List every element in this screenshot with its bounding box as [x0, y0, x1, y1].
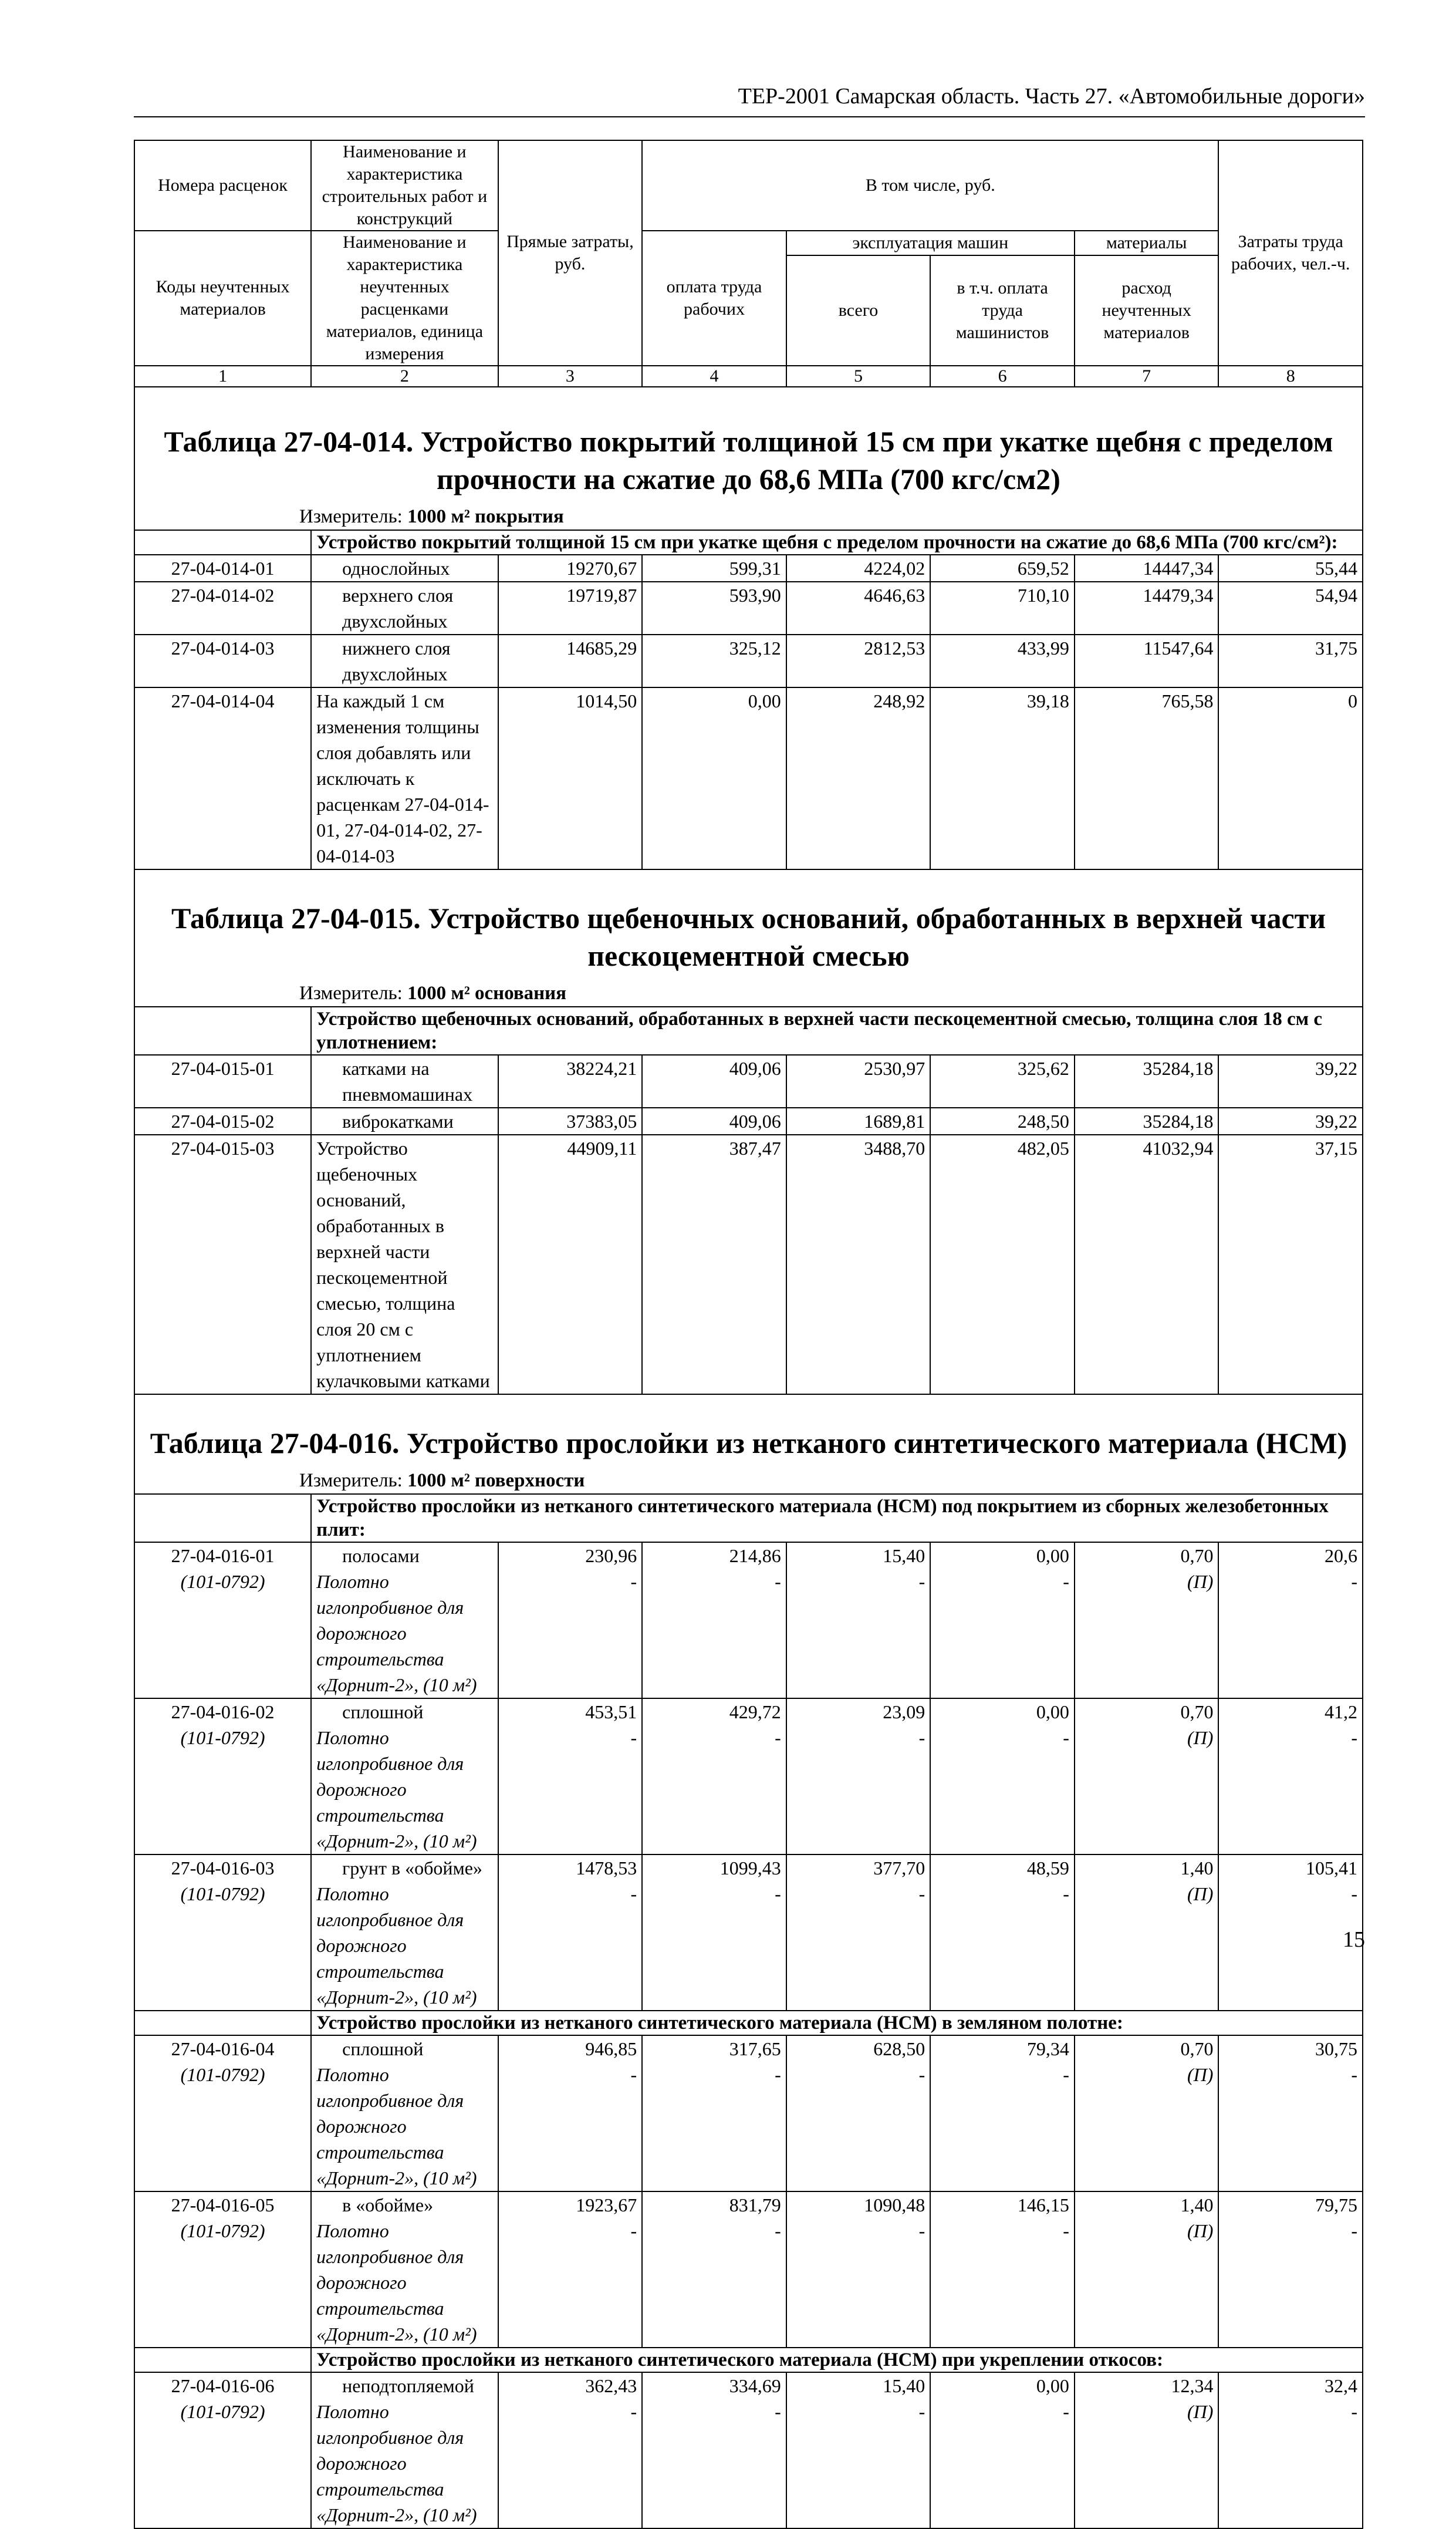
cell-line: (П) — [1187, 2401, 1214, 2422]
rate-code — [134, 1854, 311, 2011]
labor-hours — [1218, 1698, 1363, 1854]
direct-cost: 1014,50 — [498, 687, 643, 869]
cell-line: - — [918, 2220, 925, 2241]
cell-line: - — [918, 1883, 925, 1904]
table-row — [134, 687, 1363, 869]
labor-hours: 31,75 — [1218, 635, 1363, 687]
cell-line: 377,70 — [873, 1857, 925, 1879]
col5-header: всего — [786, 255, 931, 366]
price-table — [134, 140, 1363, 2529]
operator-cost — [930, 1542, 1075, 1698]
cell-line: Полотно иглопробивное для дорожного строительства «Дорнит-2», (10 м²) — [316, 1727, 477, 1852]
machine-cost — [786, 1542, 931, 1698]
table-row — [134, 1854, 1363, 2011]
work-name — [311, 2372, 498, 2528]
cell-line: - — [1351, 2220, 1357, 2241]
cell-line: - — [1063, 1727, 1069, 1748]
col4-header: оплата труда рабочих — [642, 231, 786, 366]
col-number: 5 — [786, 366, 931, 387]
measure-value: 1000 м² покрытия — [407, 506, 564, 527]
labor-hours: 39,22 — [1218, 1108, 1363, 1135]
cell-line: 27-04-016-03 — [171, 1857, 275, 1879]
col-number: 4 — [642, 366, 786, 387]
direct-cost — [498, 1854, 643, 2011]
table-row — [134, 1698, 1363, 1854]
measure-label: Измеритель: — [299, 506, 403, 527]
work-name: Устройство щебеночных оснований, обработанных в верхней части пескоцементной смесью, толщина слоя 20 см с уплотнением кулачковыми катками — [311, 1135, 498, 1394]
table-row — [134, 1135, 1363, 1394]
cell-line: - — [630, 1883, 637, 1904]
col3-header: Прямые затраты, руб. — [498, 140, 643, 366]
labor-hours — [1218, 1542, 1363, 1698]
machine-cost: 4224,02 — [786, 555, 931, 582]
rate-code: 27-04-015-03 — [134, 1135, 311, 1394]
materials-cost: 35284,18 — [1075, 1108, 1219, 1135]
cell-line: 453,51 — [585, 1701, 637, 1722]
operator-cost — [930, 2035, 1075, 2191]
cell-line: - — [630, 2064, 637, 2085]
section-heading: Устройство прослойки из нетканого синтетического материала (НСМ) при укреплении откосов: — [311, 2348, 1363, 2372]
table-row — [134, 582, 1363, 635]
rate-code — [134, 2035, 311, 2191]
labor-cost — [642, 1542, 786, 1698]
cell-line: 831,79 — [729, 2194, 781, 2216]
materials-cost — [1075, 2372, 1219, 2528]
cell-line: 0,70 — [1180, 1701, 1214, 1722]
cell-line: - — [775, 2220, 781, 2241]
machines-header: эксплуатация машин — [786, 231, 1075, 255]
labor-cost: 593,90 — [642, 582, 786, 635]
labor-hours: 0 — [1218, 687, 1363, 869]
cell-line: (101-0792) — [180, 2064, 265, 2085]
cell-line: - — [775, 1727, 781, 1748]
table-title: Таблица 27-04-014. Устройство покрытий толщиной 15 см при укатке щебня с пределом прочности на сжатие до 68,6 МПа (700 кгс/см2) — [164, 425, 1333, 495]
col8-header: Затраты труда рабочих, чел.-ч. — [1218, 140, 1363, 366]
work-name — [311, 1854, 498, 2011]
direct-cost — [498, 1698, 643, 1854]
col-number: 6 — [930, 366, 1075, 387]
cell-line: 48,59 — [1026, 1857, 1069, 1879]
labor-cost: 325,12 — [642, 635, 786, 687]
cell-line: 362,43 — [585, 2375, 637, 2396]
cell-line: - — [630, 1727, 637, 1748]
direct-cost — [498, 1542, 643, 1698]
cell-line: 1478,53 — [576, 1857, 637, 1879]
table-title: Таблица 27-04-016. Устройство прослойки из нетканого синтетического материала (НСМ) — [150, 1427, 1347, 1459]
rate-code — [134, 1698, 311, 1854]
cell-line: (101-0792) — [180, 1883, 265, 1904]
rate-code: 27-04-014-03 — [134, 635, 311, 687]
cell-line: (П) — [1187, 2220, 1214, 2241]
cell-line: 15,40 — [883, 1545, 925, 1566]
direct-cost: 38224,21 — [498, 1055, 643, 1108]
machine-cost: 2812,53 — [786, 635, 931, 687]
materials-cost: 41032,94 — [1075, 1135, 1219, 1394]
rate-code: 27-04-014-04 — [134, 687, 311, 869]
materials-cost: 765,58 — [1075, 687, 1219, 869]
cell-line: полосами — [342, 1545, 420, 1566]
cell-line: 628,50 — [873, 2038, 925, 2059]
machine-cost: 248,92 — [786, 687, 931, 869]
cell-line: Полотно иглопробивное для дорожного строительства «Дорнит-2», (10 м²) — [316, 2401, 477, 2525]
cell-line: сплошной — [342, 1701, 424, 1722]
machine-cost — [786, 2035, 931, 2191]
materials-cost — [1075, 1542, 1219, 1698]
cell-line: - — [1063, 2401, 1069, 2422]
cell-line: 41,2 — [1325, 1701, 1357, 1722]
labor-hours: 39,22 — [1218, 1055, 1363, 1108]
col-number: 1 — [134, 366, 311, 387]
work-name: катками на пневмомашинах — [311, 1055, 498, 1108]
col1-top-header: Номера расценок — [134, 140, 311, 231]
cell-line: - — [630, 2220, 637, 2241]
cell-line: 429,72 — [729, 1701, 781, 1722]
table-title: Таблица 27-04-015. Устройство щебеночных оснований, обработанных в верхней части пескоцементной смесью — [171, 902, 1326, 972]
cell-line: 334,69 — [729, 2375, 781, 2396]
operator-cost: 710,10 — [930, 582, 1075, 635]
cell-line: - — [1063, 1571, 1069, 1592]
cell-line: 15,40 — [883, 2375, 925, 2396]
machine-cost — [786, 1854, 931, 2011]
direct-cost: 44909,11 — [498, 1135, 643, 1394]
work-name — [311, 1698, 498, 1854]
cell-line: 27-04-016-06 — [171, 2375, 275, 2396]
cell-line: 105,41 — [1306, 1857, 1357, 1879]
labor-cost — [642, 2035, 786, 2191]
col1-bottom-header: Коды неучтенных материалов — [134, 231, 311, 366]
cell-line: 20,6 — [1325, 1545, 1357, 1566]
rate-code: 27-04-015-02 — [134, 1108, 311, 1135]
column-numbers-row — [134, 366, 1363, 387]
cell-line: - — [918, 2064, 925, 2085]
cell-line: - — [1351, 1883, 1357, 1904]
operator-cost: 39,18 — [930, 687, 1075, 869]
cell-line: (П) — [1187, 1727, 1214, 1748]
section-heading: Устройство прослойки из нетканого синтетического материала (НСМ) под покрытием из сборных железобетонных плит: — [311, 1494, 1363, 1542]
cell-line: - — [918, 2401, 925, 2422]
materials-cost — [1075, 1698, 1219, 1854]
col6-header: в т.ч. оплата труда машинистов — [930, 255, 1075, 366]
rate-code — [134, 2191, 311, 2348]
cell-line: - — [918, 1727, 925, 1748]
labor-hours — [1218, 2372, 1363, 2528]
labor-hours — [1218, 2191, 1363, 2348]
materials-cost: 11547,64 — [1075, 635, 1219, 687]
labor-cost: 387,47 — [642, 1135, 786, 1394]
machine-cost: 1689,81 — [786, 1108, 931, 1135]
labor-cost: 409,06 — [642, 1108, 786, 1135]
cell-line: - — [630, 1571, 637, 1592]
table-header — [134, 140, 1363, 387]
cell-line: 0,00 — [1036, 2375, 1069, 2396]
col2-top-header: Наименование и характеристика строительных работ и конструкций — [311, 140, 498, 231]
cell-line: - — [630, 2401, 637, 2422]
operator-cost: 248,50 — [930, 1108, 1075, 1135]
direct-cost: 37383,05 — [498, 1108, 643, 1135]
cell-line: 317,65 — [729, 2038, 781, 2059]
labor-hours — [1218, 1854, 1363, 2011]
work-name — [311, 2191, 498, 2348]
operator-cost — [930, 1698, 1075, 1854]
cell-line: - — [918, 1571, 925, 1592]
labor-cost — [642, 1854, 786, 2011]
direct-cost — [498, 2035, 643, 2191]
cell-line: 230,96 — [585, 1545, 637, 1566]
cell-line: 79,75 — [1315, 2194, 1357, 2216]
cell-line: (101-0792) — [180, 1727, 265, 1748]
rate-code: 27-04-014-01 — [134, 555, 311, 582]
labor-hours: 54,94 — [1218, 582, 1363, 635]
labor-hours: 55,44 — [1218, 555, 1363, 582]
cell-line: 1,40 — [1180, 2194, 1214, 2216]
cell-line: 1090,48 — [864, 2194, 925, 2216]
direct-cost: 19719,87 — [498, 582, 643, 635]
direct-cost — [498, 2191, 643, 2348]
table-27-04-016 — [134, 1394, 1363, 2528]
measure-value: 1000 м² поверхности — [407, 1470, 585, 1491]
machine-cost: 3488,70 — [786, 1135, 931, 1394]
work-name: На каждый 1 см изменения толщины слоя добавлять или исключать к расценкам 27-04-014-01, 27-04-014-02, 27-04-014-03 — [311, 687, 498, 869]
measure-label: Измеритель: — [299, 983, 403, 1004]
work-name — [311, 2035, 498, 2191]
operator-cost: 659,52 — [930, 555, 1075, 582]
cell-line: (П) — [1187, 2064, 1214, 2085]
including-header: В том числе, руб. — [642, 140, 1218, 231]
cell-line: (101-0792) — [180, 1571, 265, 1592]
table-row — [134, 555, 1363, 582]
cell-line: (П) — [1187, 1571, 1214, 1592]
col7-header: расход неучтенных материалов — [1075, 255, 1219, 366]
cell-line: сплошной — [342, 2038, 424, 2059]
materials-cost: 35284,18 — [1075, 1055, 1219, 1108]
labor-cost: 409,06 — [642, 1055, 786, 1108]
cell-line: 27-04-016-05 — [171, 2194, 275, 2216]
labor-hours: 37,15 — [1218, 1135, 1363, 1394]
table-row — [134, 2035, 1363, 2191]
direct-cost — [498, 2372, 643, 2528]
cell-line: Полотно иглопробивное для дорожного строительства «Дорнит-2», (10 м²) — [316, 2220, 477, 2345]
cell-line: 27-04-016-02 — [171, 1701, 275, 1722]
cell-line: Полотно иглопробивное для дорожного строительства «Дорнит-2», (10 м²) — [316, 1571, 477, 1695]
cell-line: - — [1063, 1883, 1069, 1904]
cell-line: - — [1351, 1571, 1357, 1592]
cell-line: 146,15 — [1017, 2194, 1069, 2216]
cell-line: 0,00 — [1036, 1545, 1069, 1566]
cell-line: 0,70 — [1180, 1545, 1214, 1566]
labor-cost — [642, 2191, 786, 2348]
machine-cost: 2530,97 — [786, 1055, 931, 1108]
col2-bottom-header: Наименование и характеристика неучтенных расценками материалов, единица измерения — [311, 231, 498, 366]
table-row — [134, 635, 1363, 687]
col-number: 7 — [1075, 366, 1219, 387]
operator-cost: 433,99 — [930, 635, 1075, 687]
cell-line: (101-0792) — [180, 2220, 265, 2241]
cell-line: 946,85 — [585, 2038, 637, 2059]
table-row — [134, 1108, 1363, 1135]
machine-cost — [786, 1698, 931, 1854]
cell-line: 27-04-016-01 — [171, 1545, 275, 1566]
cell-line: неподтопляемой — [342, 2375, 474, 2396]
measure-value: 1000 м² основания — [407, 983, 567, 1004]
cell-line: - — [1063, 2220, 1069, 2241]
work-name: нижнего слоя двухслойных — [311, 635, 498, 687]
col-number: 2 — [311, 366, 498, 387]
materials-cost — [1075, 1854, 1219, 2011]
table-row — [134, 1542, 1363, 1698]
rate-code: 27-04-015-01 — [134, 1055, 311, 1108]
table-row — [134, 1055, 1363, 1108]
cell-line: грунт в «обойме» — [342, 1857, 482, 1879]
cell-line: - — [1351, 2064, 1357, 2085]
cell-line: - — [775, 1883, 781, 1904]
cell-line: 1923,67 — [576, 2194, 637, 2216]
machine-cost — [786, 2372, 931, 2528]
col-number: 8 — [1218, 366, 1363, 387]
cell-line: Полотно иглопробивное для дорожного строительства «Дорнит-2», (10 м²) — [316, 1883, 477, 2008]
cell-line: 27-04-016-04 — [171, 2038, 275, 2059]
table-row — [134, 2372, 1363, 2528]
table-row — [134, 2191, 1363, 2348]
materials-header: материалы — [1075, 231, 1219, 255]
cell-line: Полотно иглопробивное для дорожного строительства «Дорнит-2», (10 м²) — [316, 2064, 477, 2189]
operator-cost — [930, 1854, 1075, 2011]
cell-line: - — [1351, 1727, 1357, 1748]
cell-line: - — [1351, 2401, 1357, 2422]
labor-cost — [642, 1698, 786, 1854]
header-rule — [134, 116, 1365, 117]
cell-line: 23,09 — [883, 1701, 925, 1722]
col-number: 3 — [498, 366, 643, 387]
operator-cost: 325,62 — [930, 1055, 1075, 1108]
direct-cost: 19270,67 — [498, 555, 643, 582]
work-name: виброкатками — [311, 1108, 498, 1135]
machine-cost — [786, 2191, 931, 2348]
rate-code — [134, 2372, 311, 2528]
cell-line: 0,00 — [1036, 1701, 1069, 1722]
materials-cost: 14447,34 — [1075, 555, 1219, 582]
page-number: 15 — [1343, 1927, 1365, 1952]
cell-line: 1,40 — [1180, 1857, 1214, 1879]
cell-line: 79,34 — [1026, 2038, 1069, 2059]
section-heading: Устройство щебеночных оснований, обработанных в верхней части пескоцементной смесью, толщина слоя 18 см с уплотнением: — [311, 1007, 1363, 1055]
cell-line: - — [1063, 2064, 1069, 2085]
section-heading: Устройство покрытий толщиной 15 см при укатке щебня с пределом прочности на сжатие до 68,6 МПа (700 кгс/см²): — [311, 530, 1363, 555]
direct-cost: 14685,29 — [498, 635, 643, 687]
cell-line: 32,4 — [1325, 2375, 1357, 2396]
cell-line: 1099,43 — [719, 1857, 781, 1879]
cell-line: 12,34 — [1171, 2375, 1214, 2396]
operator-cost — [930, 2191, 1075, 2348]
cell-line: - — [775, 1571, 781, 1592]
cell-line: в «обойме» — [342, 2194, 434, 2216]
labor-cost — [642, 2372, 786, 2528]
materials-cost — [1075, 2191, 1219, 2348]
section-heading: Устройство прослойки из нетканого синтетического материала (НСМ) в земляном полотне: — [311, 2011, 1363, 2035]
cell-line: 0,70 — [1180, 2038, 1214, 2059]
cell-line: (101-0792) — [180, 2401, 265, 2422]
cell-line: - — [775, 2401, 781, 2422]
labor-cost: 599,31 — [642, 555, 786, 582]
rate-code — [134, 1542, 311, 1698]
page-header: ТЕР-2001 Самарская область. Часть 27. «Автомобильные дороги» — [738, 84, 1365, 109]
work-name: верхнего слоя двухслойных — [311, 582, 498, 635]
materials-cost — [1075, 2035, 1219, 2191]
operator-cost: 482,05 — [930, 1135, 1075, 1394]
operator-cost — [930, 2372, 1075, 2528]
table-27-04-015 — [134, 869, 1363, 1394]
rate-code: 27-04-014-02 — [134, 582, 311, 635]
table-27-04-014 — [134, 387, 1363, 869]
cell-line: (П) — [1187, 1883, 1214, 1904]
labor-hours — [1218, 2035, 1363, 2191]
labor-cost: 0,00 — [642, 687, 786, 869]
materials-cost: 14479,34 — [1075, 582, 1219, 635]
machine-cost: 4646,63 — [786, 582, 931, 635]
measure-label: Измеритель: — [299, 1470, 403, 1491]
cell-line: 214,86 — [729, 1545, 781, 1566]
work-name: однослойных — [311, 555, 498, 582]
cell-line: - — [775, 2064, 781, 2085]
work-name — [311, 1542, 498, 1698]
cell-line: 30,75 — [1315, 2038, 1357, 2059]
